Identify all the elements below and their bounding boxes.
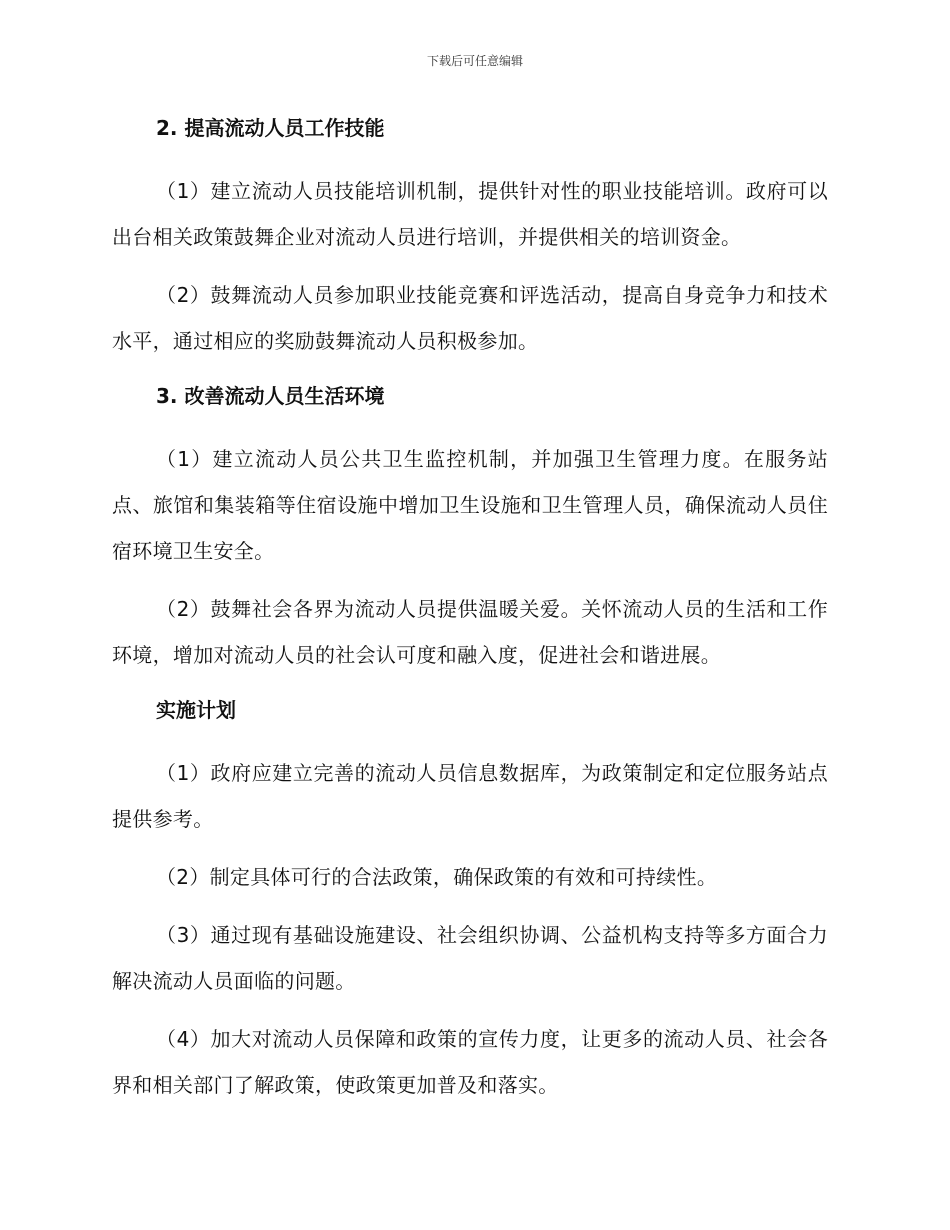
paragraph: （2）制定具体可行的合法政策，确保政策的有效和可持续性。 [156, 865, 718, 889]
paragraph: （1）建立流动人员公共卫生监控机制，并加强卫生管理力度。在服务站点、旅馆和集装箱等住宿设施中增加卫生设施和卫生管理人员，确保流动人员住宿环境卫生安全。 [112, 447, 828, 563]
section-heading: 3. 改善流动人员生活环境 [156, 384, 385, 408]
document-body [112, 112, 828, 1108]
section-heading: 2. 提高流动人员工作技能 [156, 116, 385, 140]
section-implementation-plan [112, 694, 828, 1108]
paragraph: （4）加大对流动人员保障和政策的宣传力度，让更多的流动人员、社会各界和相关部门了解政策，使政策更加普及和落实。 [112, 1027, 828, 1097]
paragraph: （1）建立流动人员技能培训机制，提供针对性的职业技能培训。政府可以出台相关政策鼓舞企业对流动人员进行培训，并提供相关的培训资金。 [112, 179, 828, 249]
paragraph: （2）鼓舞社会各界为流动人员提供温暖关爱。关怀流动人员的生活和工作环境，增加对流动人员的社会认可度和融入度，促进社会和谐进展。 [112, 597, 828, 667]
paragraph: （2）鼓舞流动人员参加职业技能竞赛和评选活动，提高自身竞争力和技术水平，通过相应的奖励鼓舞流动人员积极参加。 [112, 283, 828, 353]
paragraph: （3）通过现有基础设施建设、社会组织协调、公益机构支持等多方面合力解决流动人员面临的问题。 [112, 923, 828, 993]
section-heading: 实施计划 [156, 698, 236, 722]
page-header-note: 下载后可任意编辑 [426, 54, 523, 68]
paragraph: （1）政府应建立完善的流动人员信息数据库，为政策制定和定位服务站点提供参考。 [112, 761, 828, 831]
section-living-environment [112, 380, 828, 678]
section-skills [112, 112, 828, 364]
